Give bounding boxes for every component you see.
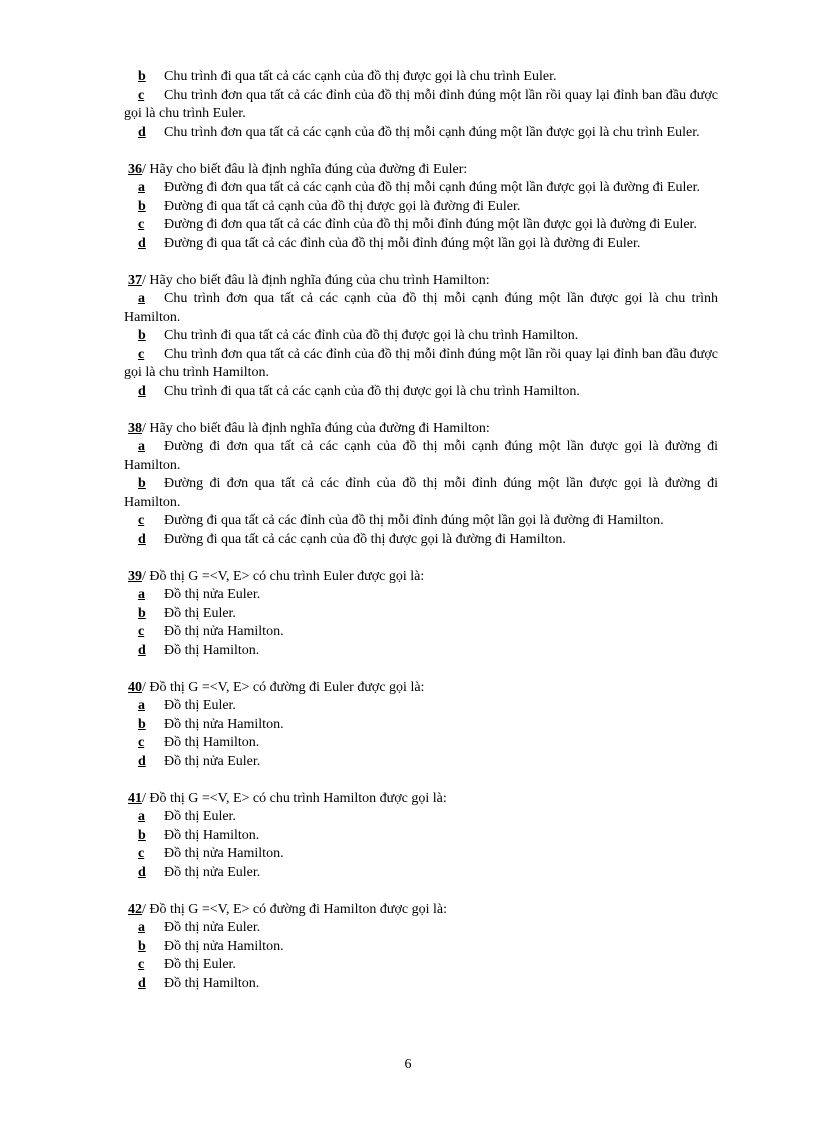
option-letter: c	[138, 346, 145, 362]
answer-option	[124, 734, 718, 753]
option-letter: c	[138, 624, 145, 639]
answer-option	[124, 808, 718, 827]
option-letter: c	[138, 957, 145, 972]
question-block	[124, 68, 718, 142]
option-letter: b	[138, 69, 146, 84]
option-text: Chu trình đơn qua tất cả các đỉnh của đồ thị mỗi đỉnh đúng một lần rồi quay lại đỉnh ban đầu được gọi là chu trình Euler.	[124, 87, 718, 121]
option-text: Đồ thị Hamilton.	[164, 735, 260, 750]
answer-option	[124, 605, 718, 624]
answer-option	[124, 864, 718, 883]
option-letter: b	[138, 476, 146, 491]
question-title	[124, 901, 718, 920]
answer-option	[124, 383, 718, 402]
option-text: Đường đi đơn qua tất cả các cạnh của đồ thị mỗi cạnh đúng một lần được gọi là đường đi Hamilton.	[124, 439, 718, 473]
question-block	[124, 568, 718, 661]
question-text: / Đồ thị G =<V, E> có đường đi Euler được gọi là:	[142, 679, 425, 695]
page-number: 6	[404, 1057, 412, 1072]
answer-option	[124, 198, 718, 217]
answer-option	[124, 975, 718, 994]
answer-option	[124, 235, 718, 254]
option-letter: c	[138, 735, 145, 750]
option-letter: d	[138, 753, 146, 769]
question-number: 38	[128, 420, 142, 436]
answer-option	[124, 179, 718, 198]
answer-option	[124, 475, 718, 512]
option-text: Đường đi qua tất cả các đỉnh của đồ thị mỗi đỉnh đúng một lần gọi là đường đi Hamilton.	[164, 513, 664, 528]
option-text: Đường đi qua tất cả các cạnh của đồ thị được gọi là đường đi Hamilton.	[164, 531, 566, 547]
question-block	[124, 901, 718, 994]
option-letter: b	[138, 328, 146, 343]
question-title	[124, 272, 718, 291]
option-letter: d	[138, 642, 146, 658]
answer-option	[124, 938, 718, 957]
option-letter: b	[138, 716, 146, 732]
question-title	[124, 161, 718, 180]
option-letter: c	[138, 513, 145, 528]
option-letter: b	[138, 605, 146, 621]
option-letter: b	[138, 827, 146, 843]
option-text: Đường đi qua tất cả các đỉnh của đồ thị mỗi đỉnh đúng một lần gọi là đường đi Euler.	[164, 235, 641, 251]
question-number: 36	[128, 161, 142, 177]
question-text: / Đồ thị G =<V, E> có chu trình Hamilton được gọi là:	[142, 790, 447, 806]
option-text: Đồ thị Hamilton.	[164, 827, 260, 843]
option-text: Đồ thị nửa Euler.	[164, 920, 261, 935]
option-text: Đồ thị Hamilton.	[164, 975, 260, 991]
question-text: / Hãy cho biết đâu là định nghĩa đúng của đường đi Hamilton:	[142, 420, 490, 436]
question-block	[124, 420, 718, 550]
option-text: Chu trình đi qua tất cả các cạnh của đồ thị được gọi là chu trình Euler.	[164, 69, 557, 84]
option-text: Đồ thị nửa Hamilton.	[164, 624, 284, 639]
option-text: Chu trình đi qua tất cả các cạnh của đồ thị được gọi là chu trình Hamilton.	[164, 383, 580, 399]
option-letter: d	[138, 124, 146, 140]
question-text: / Đồ thị G =<V, E> có chu trình Euler được gọi là:	[142, 568, 425, 584]
option-letter: d	[138, 531, 146, 547]
answer-option	[124, 124, 718, 143]
option-text: Đồ thị nửa Hamilton.	[164, 938, 284, 954]
question-title	[124, 679, 718, 698]
question-number: 41	[128, 790, 142, 806]
answer-option	[124, 327, 718, 346]
option-text: Chu trình đơn qua tất cả các đỉnh của đồ thị mỗi đỉnh đúng một lần rồi quay lại đỉnh ban đầu được gọi là chu trình Hamilton.	[124, 346, 718, 380]
answer-option	[124, 346, 718, 383]
option-letter: c	[138, 87, 145, 103]
option-text: Đồ thị Euler.	[164, 605, 236, 621]
question-block	[124, 272, 718, 402]
answer-option	[124, 753, 718, 772]
option-text: Đồ thị nửa Euler.	[164, 587, 261, 602]
answer-option	[124, 845, 718, 864]
answer-option	[124, 87, 718, 124]
question-text: / Đồ thị G =<V, E> có đường đi Hamilton được gọi là:	[142, 901, 447, 917]
option-letter: a	[138, 180, 145, 195]
question-title	[124, 420, 718, 439]
option-text: Chu trình đơn qua tất cả các cạnh của đồ thị mỗi cạnh đúng một lần được gọi là chu trình Hamilton.	[124, 291, 718, 325]
option-text: Đồ thị Euler.	[164, 809, 236, 824]
option-text: Đường đi đơn qua tất cả các đỉnh của đồ thị mỗi đỉnh đúng một lần được gọi là đường đi Euler.	[164, 217, 697, 232]
answer-option	[124, 642, 718, 661]
option-letter: b	[138, 938, 146, 954]
answer-option	[124, 919, 718, 938]
option-text: Đồ thị Euler.	[164, 698, 236, 713]
option-text: Đồ thị nửa Hamilton.	[164, 846, 284, 861]
option-letter: a	[138, 809, 145, 824]
question-title	[124, 568, 718, 587]
option-letter: d	[138, 864, 146, 880]
answer-option	[124, 827, 718, 846]
answer-option	[124, 68, 718, 87]
option-text: Đồ thị nửa Hamilton.	[164, 716, 284, 732]
option-letter: a	[138, 291, 145, 306]
option-text: Chu trình đơn qua tất cả các cạnh của đồ thị mỗi cạnh đúng một lần được gọi là chu trình Euler.	[164, 124, 700, 140]
answer-option	[124, 956, 718, 975]
question-title	[124, 790, 718, 809]
option-letter: d	[138, 235, 146, 251]
question-number: 40	[128, 679, 142, 695]
answer-option	[124, 697, 718, 716]
option-letter: d	[138, 383, 146, 399]
question-number: 42	[128, 901, 142, 917]
answer-option	[124, 586, 718, 605]
option-text: Đường đi đơn qua tất cả các đỉnh của đồ thị mỗi đỉnh đúng một lần được gọi là đường đi Hamilton.	[124, 476, 718, 510]
option-letter: d	[138, 975, 146, 991]
option-text: Đồ thị nửa Euler.	[164, 864, 261, 880]
question-text: / Hãy cho biết đâu là định nghĩa đúng của đường đi Euler:	[142, 161, 468, 177]
answer-option	[124, 531, 718, 550]
answer-option	[124, 623, 718, 642]
question-text: / Hãy cho biết đâu là định nghĩa đúng của chu trình Hamilton:	[142, 272, 490, 288]
option-text: Đường đi đơn qua tất cả các cạnh của đồ thị mỗi cạnh đúng một lần được gọi là đường đi Euler.	[164, 180, 701, 195]
option-letter: a	[138, 698, 145, 713]
option-letter: a	[138, 920, 145, 935]
answer-option	[124, 512, 718, 531]
option-text: Đồ thị nửa Euler.	[164, 753, 261, 769]
option-text: Đường đi qua tất cả cạnh của đồ thị được gọi là đường đi Euler.	[164, 198, 521, 214]
answer-option	[124, 716, 718, 735]
option-text: Đồ thị Hamilton.	[164, 642, 260, 658]
option-text: Chu trình đi qua tất cả các đỉnh của đồ thị được gọi là chu trình Hamilton.	[164, 328, 579, 343]
option-letter: c	[138, 217, 145, 232]
document-body	[124, 68, 718, 1012]
question-number: 39	[128, 568, 142, 584]
question-block	[124, 161, 718, 254]
option-letter: a	[138, 439, 145, 454]
question-block	[124, 679, 718, 772]
question-number: 37	[128, 272, 142, 288]
answer-option	[124, 216, 718, 235]
option-letter: a	[138, 587, 145, 602]
option-letter: b	[138, 198, 146, 214]
option-letter: c	[138, 846, 145, 861]
option-text: Đồ thị Euler.	[164, 957, 236, 972]
answer-option	[124, 290, 718, 327]
answer-option	[124, 438, 718, 475]
question-block	[124, 790, 718, 883]
